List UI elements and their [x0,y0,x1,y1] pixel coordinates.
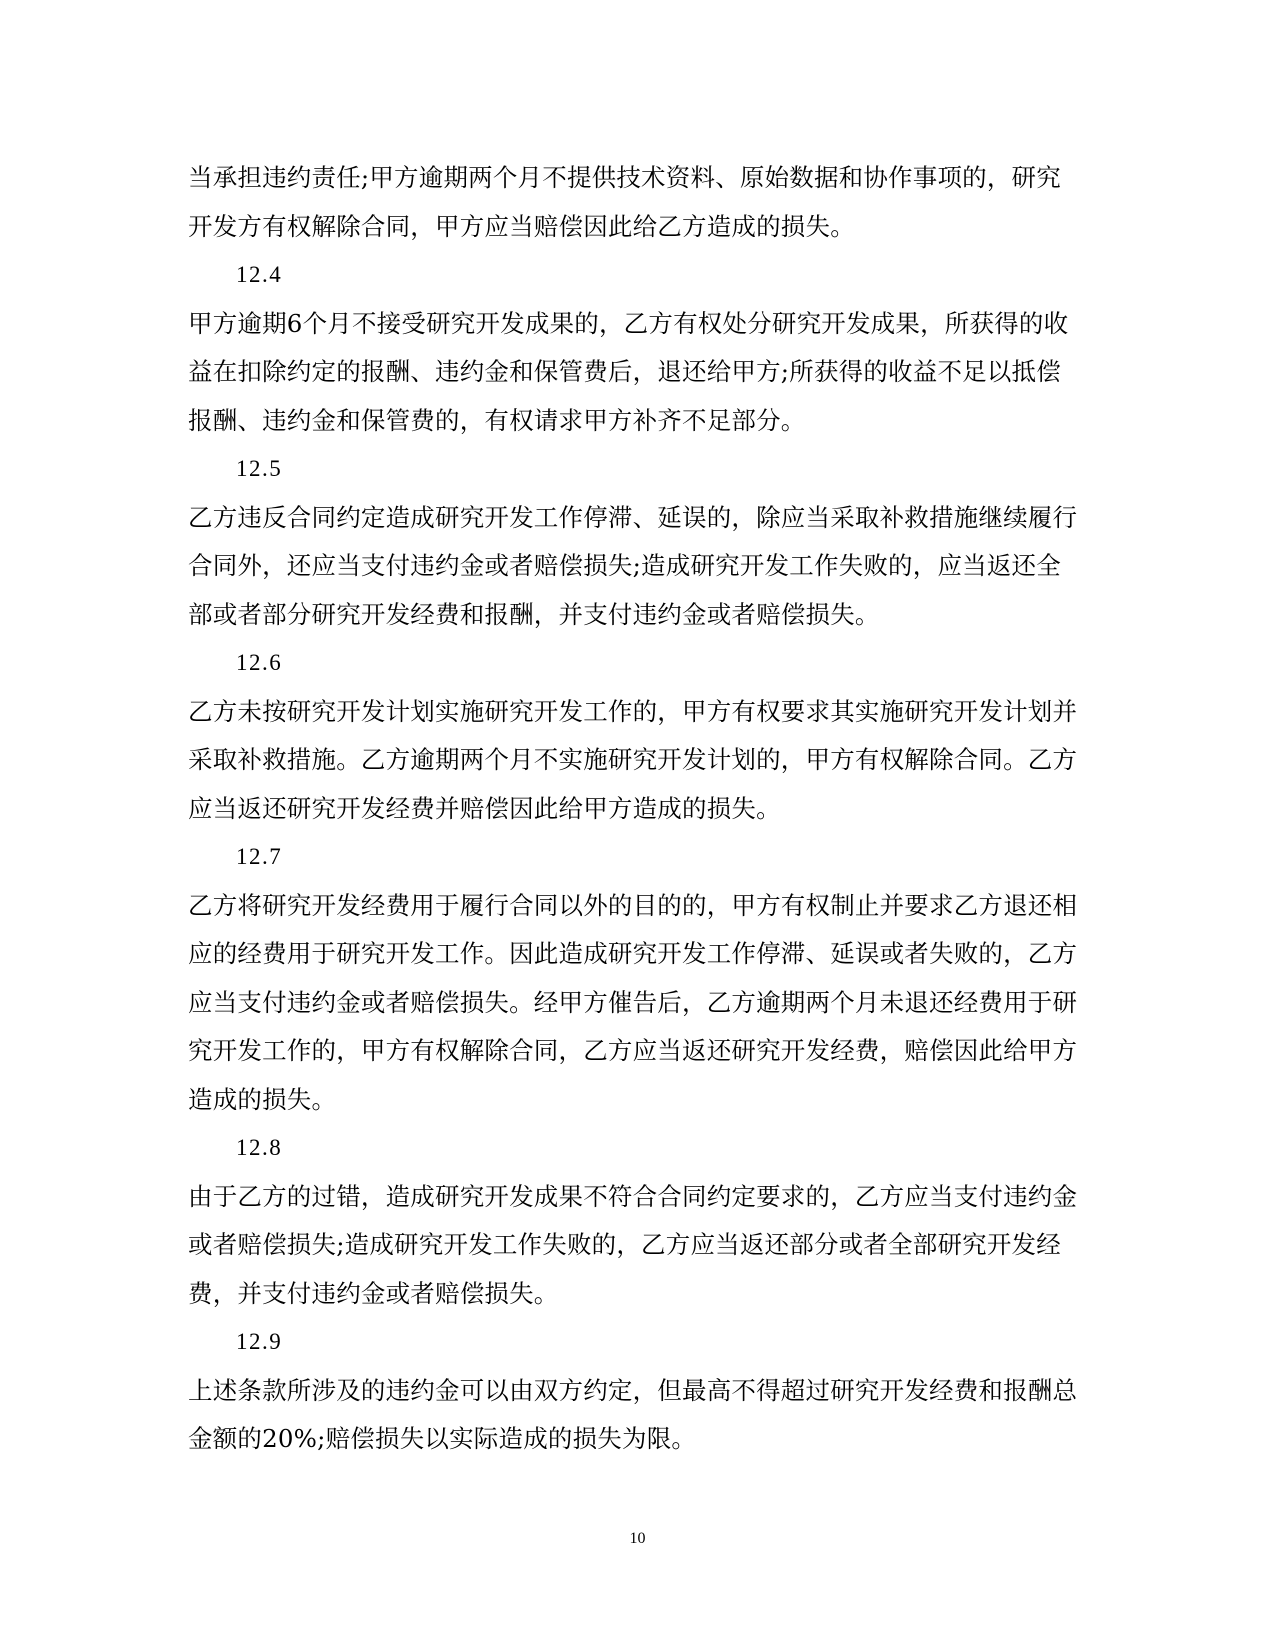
text-line: 益在扣除约定的报酬、违约金和保管费后，退还给甲方;所获得的收益不足以抵偿 [188,357,1061,386]
text-line: 乙方未按研究开发计划实施研究开发工作的，甲方有权要求其实施研究开发计划并 [188,696,1078,726]
text-line: 上述条款所涉及的违约金可以由双方约定，但最高不得超过研究开发经费和报酬总 [188,1375,1078,1405]
text-line: 应的经费用于研究开发工作。因此造成研究开发工作停滞、延误或者失败的，乙方 [188,939,1078,968]
text-line: 乙方将研究开发经费用于履行合同以外的目的的，甲方有权制止并要求乙方退还相 [188,890,1078,920]
text-line: 造成的损失。 [188,1084,337,1114]
clause-number: 12.9 [236,1329,283,1354]
page-number: 10 [629,1530,646,1547]
text-line: 或者赔偿损失;造成研究开发工作失败的，乙方应当返还部分或者全部研究开发经 [188,1230,1061,1259]
text-line: 当承担违约责任;甲方逾期两个月不提供技术资料、原始数据和协作事项的，研究 [188,163,1061,192]
clause-number: 12.7 [236,844,283,869]
clause-number: 12.5 [236,456,283,481]
text-line: 甲方逾期6个月不接受研究开发成果的，乙方有权处分研究开发成果，所获得的收 [188,308,1069,338]
text-line: 乙方违反合同约定造成研究开发工作停滞、延误的，除应当采取补救措施继续履行 [188,502,1078,532]
text-line: 应当返还研究开发经费并赔偿因此给甲方造成的损失。 [188,793,781,823]
text-line: 应当支付违约金或者赔偿损失。经甲方催告后，乙方逾期两个月未退还经费用于研 [188,987,1078,1017]
clause-number: 12.6 [236,650,283,675]
text-line: 费，并支付违约金或者赔偿损失。 [188,1278,559,1308]
text-line: 部或者部分研究开发经费和报酬，并支付违约金或者赔偿损失。 [188,599,880,629]
text-line: 由于乙方的过错，造成研究开发成果不符合合同约定要求的，乙方应当支付违约金 [188,1181,1078,1211]
text-line: 合同外，还应当支付违约金或者赔偿损失;造成研究开发工作失败的，应当返还全 [188,551,1061,580]
text-line: 金额的20%;赔偿损失以实际造成的损失为限。 [188,1424,697,1453]
text-line: 采取补救措施。乙方逾期两个月不实施研究开发计划的，甲方有权解除合同。乙方 [188,745,1078,774]
text-line: 报酬、违约金和保管费的，有权请求甲方补齐不足部分。 [188,405,806,435]
document-body [188,154,1093,1464]
clause-number: 12.4 [236,262,283,287]
clause-number: 12.8 [236,1135,283,1160]
text-line: 究开发工作的，甲方有权解除合同，乙方应当返还研究开发经费，赔偿因此给甲方 [188,1036,1078,1065]
text-line: 开发方有权解除合同，甲方应当赔偿因此给乙方造成的损失。 [188,211,855,241]
